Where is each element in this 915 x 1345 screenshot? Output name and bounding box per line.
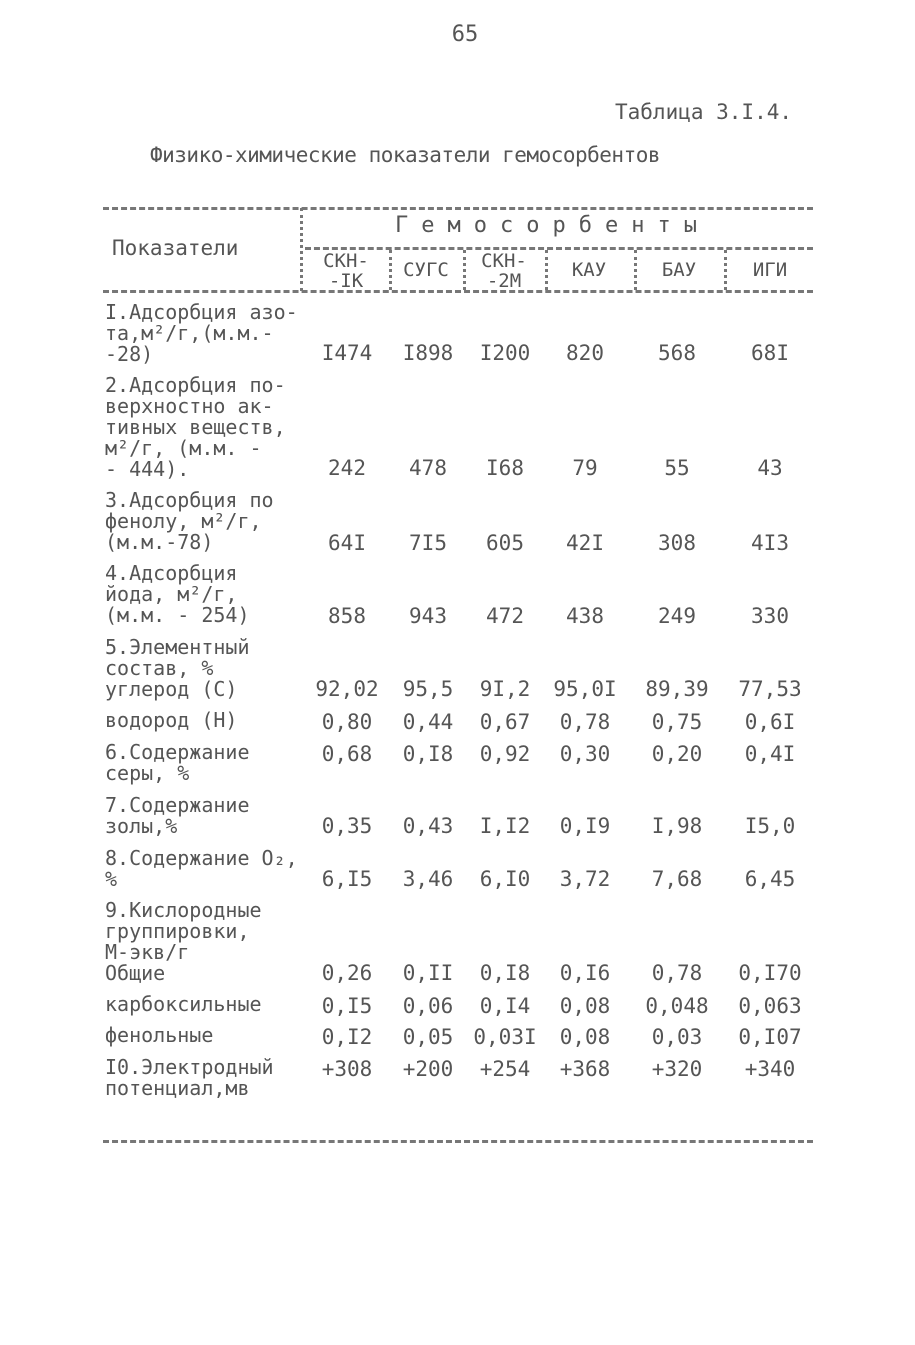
cell-skn-1k: I474 <box>321 341 373 365</box>
cell-sugs: 0,I8 <box>402 742 454 766</box>
cell-kau: 3,72 <box>559 867 611 891</box>
cell-sugs: 95,5 <box>402 677 454 701</box>
column-header-kau: КАУ <box>571 259 607 281</box>
cell-skn-2m: I200 <box>479 341 531 365</box>
header-bottom-rule <box>103 290 813 293</box>
cell-skn-2m: 605 <box>486 531 524 555</box>
cell-kau: 0,08 <box>559 1025 611 1049</box>
cell-skn-1k: 0,35 <box>321 814 373 838</box>
cell-igi: 0,6I <box>744 710 796 734</box>
column-header-skn-1k: СКН- -IК <box>323 250 369 292</box>
row-label: 2.Адсорбция по- верхностно ак- тивных веществ, м²/г, (м.м. - - 444). <box>105 373 286 481</box>
column-header-indicators: Показатели <box>112 236 239 260</box>
cell-sugs: 0,05 <box>402 1025 454 1049</box>
cell-bau: 308 <box>658 531 696 555</box>
header-separator <box>389 250 392 290</box>
cell-kau: 0,08 <box>559 994 611 1018</box>
cell-bau: 0,03 <box>651 1025 703 1049</box>
cell-kau: 0,I6 <box>559 961 611 985</box>
cell-kau: 79 <box>572 456 598 480</box>
cell-skn-1k: 92,02 <box>315 677 379 701</box>
row-label: I0.Электродный потенциал,мв <box>105 1055 274 1100</box>
cell-bau: 55 <box>664 456 690 480</box>
cell-skn-1k: 6,I5 <box>321 867 373 891</box>
header-separator <box>300 208 303 291</box>
cell-bau: +320 <box>651 1057 703 1081</box>
row-label: 5.Элементный состав, % углерод (С) <box>105 635 250 701</box>
page-number: 65 <box>451 22 479 47</box>
cell-igi: 0,I70 <box>738 961 802 985</box>
header-separator <box>724 250 727 290</box>
cell-bau: I,98 <box>651 814 703 838</box>
cell-skn-1k: 242 <box>328 456 366 480</box>
column-group-header: Гемосорбенты <box>395 213 710 238</box>
cell-bau: 568 <box>658 341 696 365</box>
cell-igi: 0,4I <box>744 742 796 766</box>
cell-skn-2m: 0,67 <box>479 710 531 734</box>
cell-skn-1k: 0,26 <box>321 961 373 985</box>
cell-kau: +368 <box>559 1057 611 1081</box>
cell-bau: 249 <box>658 604 696 628</box>
cell-bau: 89,39 <box>645 677 709 701</box>
row-label: I.Адсорбция азо- та,м²/г,(м.м.- -28) <box>105 300 298 366</box>
header-separator <box>634 250 637 290</box>
cell-skn-2m: 0,92 <box>479 742 531 766</box>
row-label: 6.Содержание серы, % <box>105 740 250 785</box>
cell-kau: 95,0I <box>553 677 617 701</box>
cell-bau: 7,68 <box>651 867 703 891</box>
cell-kau: 0,I9 <box>559 814 611 838</box>
cell-sugs: +200 <box>402 1057 454 1081</box>
cell-igi: I5,0 <box>744 814 796 838</box>
cell-skn-2m: +254 <box>479 1057 531 1081</box>
cell-skn-2m: 0,I4 <box>479 994 531 1018</box>
cell-skn-2m: I68 <box>486 456 524 480</box>
table-bottom-rule <box>103 1140 813 1143</box>
cell-skn-2m: 6,I0 <box>479 867 531 891</box>
cell-skn-2m: 0,I8 <box>479 961 531 985</box>
row-label: 4.Адсорбция йода, м²/г, (м.м. - 254) <box>105 561 250 627</box>
table-top-rule <box>103 207 813 210</box>
cell-bau: 0,048 <box>645 994 709 1018</box>
cell-igi: 0,063 <box>738 994 802 1018</box>
table-title: Физико-химические показатели гемосорбентов <box>150 143 661 167</box>
cell-sugs: 943 <box>409 604 447 628</box>
row-label: фенольные <box>105 1023 214 1047</box>
cell-bau: 0,20 <box>651 742 703 766</box>
cell-sugs: 0,II <box>402 961 454 985</box>
cell-skn-1k: 0,80 <box>321 710 373 734</box>
cell-igi: 77,53 <box>738 677 802 701</box>
cell-sugs: 478 <box>409 456 447 480</box>
column-header-sugs: СУГС <box>403 259 449 281</box>
row-label: карбоксильные <box>105 992 262 1016</box>
table-caption: Таблица 3.I.4. <box>615 100 793 124</box>
cell-sugs: 0,43 <box>402 814 454 838</box>
column-header-igi: ИГИ <box>752 259 788 281</box>
cell-sugs: 7I5 <box>409 531 447 555</box>
column-header-skn-2m: СКН- -2М <box>481 250 527 292</box>
cell-igi: 4I3 <box>751 531 789 555</box>
cell-igi: 6,45 <box>744 867 796 891</box>
cell-skn-2m: 9I,2 <box>479 677 531 701</box>
cell-igi: 330 <box>751 604 789 628</box>
header-group-rule <box>305 247 813 250</box>
cell-kau: 438 <box>566 604 604 628</box>
cell-skn-1k: 858 <box>328 604 366 628</box>
header-separator <box>545 250 548 290</box>
column-header-bau: БАУ <box>661 259 697 281</box>
cell-igi: 0,I07 <box>738 1025 802 1049</box>
cell-igi: 43 <box>757 456 783 480</box>
cell-skn-1k: 0,I5 <box>321 994 373 1018</box>
cell-sugs: 3,46 <box>402 867 454 891</box>
row-label: 9.Кислородные группировки, М-экв/г Общие <box>105 898 262 985</box>
cell-kau: 0,30 <box>559 742 611 766</box>
cell-skn-2m: 0,03I <box>473 1025 537 1049</box>
cell-skn-2m: 472 <box>486 604 524 628</box>
cell-kau: 820 <box>566 341 604 365</box>
row-label: водород (Н) <box>105 708 238 732</box>
cell-igi: 68I <box>751 341 789 365</box>
cell-bau: 0,75 <box>651 710 703 734</box>
cell-skn-2m: I,I2 <box>479 814 531 838</box>
cell-skn-1k: 0,I2 <box>321 1025 373 1049</box>
cell-sugs: 0,06 <box>402 994 454 1018</box>
cell-bau: 0,78 <box>651 961 703 985</box>
cell-skn-1k: 0,68 <box>321 742 373 766</box>
row-label: 8.Содержание O₂, % <box>105 846 298 891</box>
cell-kau: 0,78 <box>559 710 611 734</box>
row-label: 7.Содержание золы,% <box>105 793 250 838</box>
cell-skn-1k: +308 <box>321 1057 373 1081</box>
cell-skn-1k: 64I <box>328 531 366 555</box>
cell-kau: 42I <box>566 531 604 555</box>
cell-igi: +340 <box>744 1057 796 1081</box>
cell-sugs: 0,44 <box>402 710 454 734</box>
cell-sugs: I898 <box>402 341 454 365</box>
header-separator <box>463 250 466 290</box>
row-label: 3.Адсорбция по фенолу, м²/г, (м.м.-78) <box>105 488 274 554</box>
